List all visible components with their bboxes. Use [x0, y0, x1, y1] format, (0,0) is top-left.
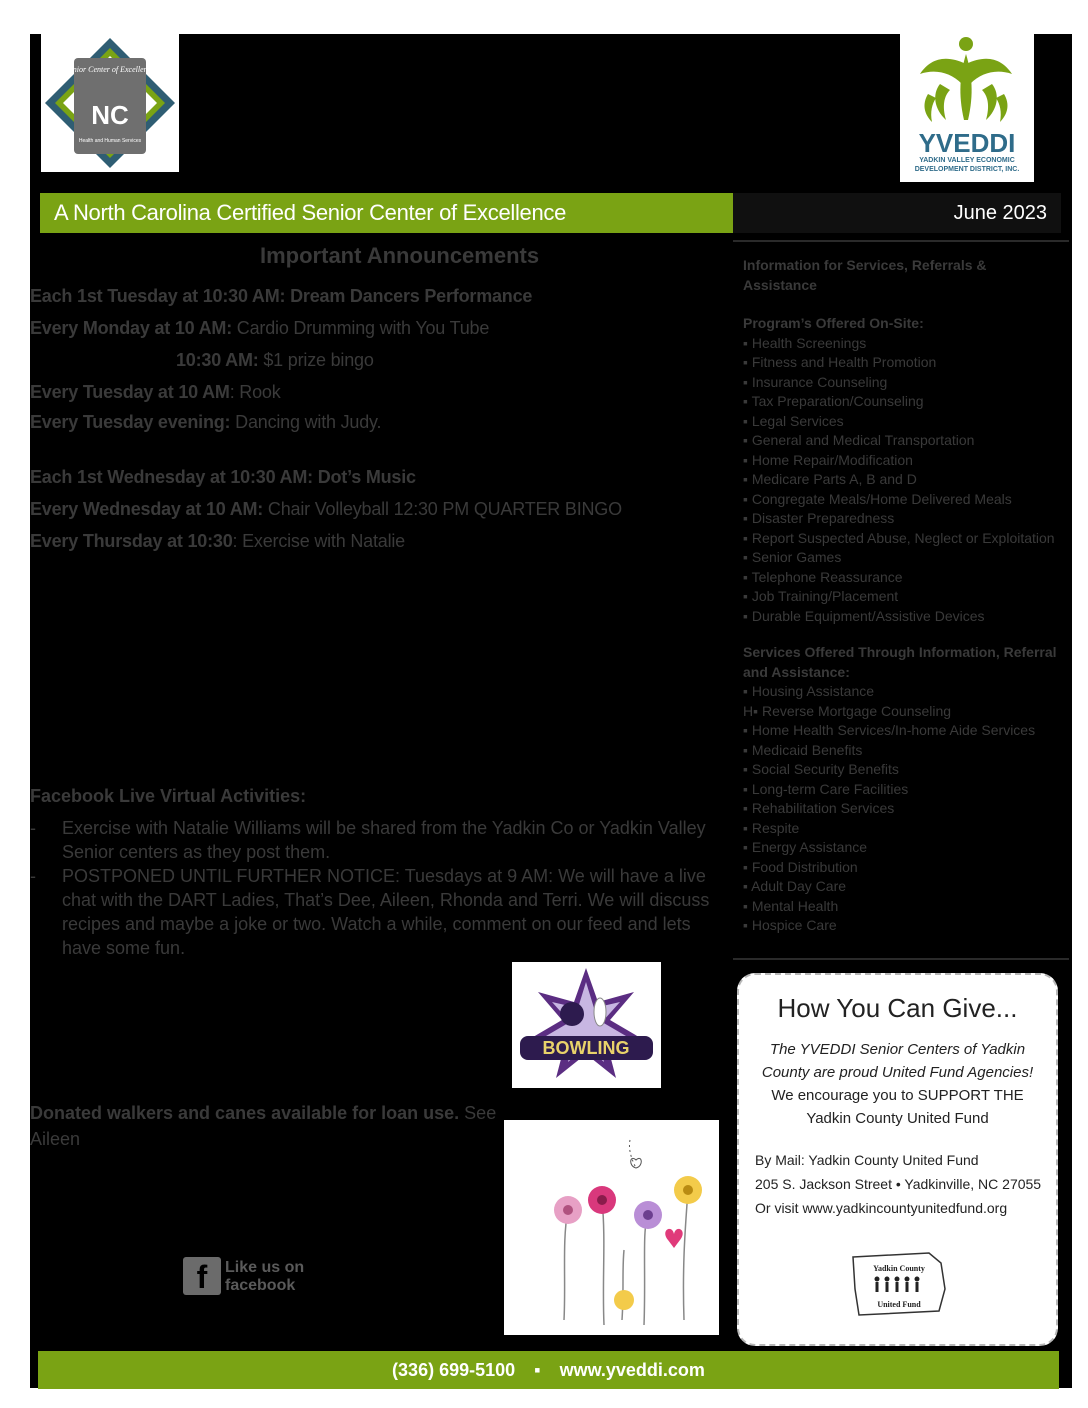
give-mail-3[interactable]: Or visit www.yadkincountyunitedfund.org [755, 1200, 1008, 1216]
referral-heading: Services Offered Through Information, Referral and Assistance: [743, 644, 1057, 680]
give-title: How You Can Give... [777, 993, 1018, 1023]
announcement-item [30, 499, 622, 520]
senior-center-excellence-logo [41, 34, 179, 172]
sidebar-divider-bottom [733, 958, 1069, 960]
referral-list [743, 682, 1063, 936]
nc-logo-caption: Health and Human Services [78, 138, 142, 144]
donated-notice [30, 1100, 500, 1152]
footer-phone[interactable]: (336) 699-5100 [392, 1360, 516, 1380]
list-item: ▪ Tax Preparation/Counseling [743, 393, 924, 409]
announcement-bold: Every Thursday at 10:30 [30, 531, 233, 551]
banner: A North Carolina Certified Senior Center of Excellence [40, 193, 733, 233]
united-fund-logo-bottom: United Fund [877, 1300, 921, 1309]
announcement-bold: Each 1st Wednesday at 10:30 AM: Dot’s Music [30, 467, 416, 487]
list-item: H▪ Reverse Mortgage Counseling [743, 702, 952, 719]
list-item: ▪ Energy Assistance [743, 839, 868, 855]
list-item: ▪ Senior Games [743, 549, 842, 565]
list-item: ▪ Housing Assistance [743, 683, 875, 699]
united-fund-logo-top: Yadkin County [873, 1264, 925, 1273]
info-heading: Information for Services, Referrals & Assistance [743, 257, 987, 293]
announcement-text: Chair Volleyball 12:30 PM QUARTER BINGO [263, 499, 622, 519]
list-item: ▪ Home Health Services/In-home Aide Services [743, 722, 1036, 738]
nc-logo-title: Senior Center of Excellence [65, 65, 155, 74]
list-item: ▪ Disaster Preparedness [743, 510, 895, 526]
give-line-2: Yadkin County United Fund [806, 1110, 989, 1127]
list-item: ▪ Job Training/Placement [743, 588, 899, 604]
announcement-text: : Exercise with Natalie [232, 531, 405, 551]
yveddi-logo-name: YVEDDI [918, 128, 1016, 158]
give-mail-2: 205 S. Jackson Street • Yadkinville, NC 27055 [755, 1176, 1042, 1192]
announcement-bold: Each 1st Tuesday at 10:30 AM: Dream Dancers Performance [30, 286, 533, 306]
how-you-can-give-box [737, 973, 1058, 1346]
list-item: - Exercise with Natalie Williams will be shared from the Yadkin Co or Yadkin Valley Senior centers as they post them. [30, 816, 720, 864]
give-line-1: We encourage you to SUPPORT THE [771, 1087, 1024, 1104]
announcement-item [30, 382, 281, 403]
list-item: ▪ Congregate Meals/Home Delivered Meals [743, 490, 1012, 507]
list-item: ▪ Food Distribution [743, 858, 858, 875]
announcement-bold: Every Tuesday at 10 AM [30, 382, 230, 402]
announcement-item [30, 318, 489, 339]
list-item: ▪ Medicare Parts A, B and D [743, 471, 917, 487]
list-item: ▪ General and Medical Transportation [743, 432, 975, 448]
nc-logo-initials: NC [91, 100, 129, 130]
give-italic-text: The YVEDDI Senior Centers of Yadkin County are proud United Fund Agencies! [761, 1041, 1034, 1081]
announcement-item [30, 286, 532, 307]
list-item: ▪ Respite [743, 819, 800, 836]
announcement-bold: Every Tuesday evening: [30, 412, 231, 432]
announcement-text: Cardio Drumming with You Tube [232, 318, 490, 338]
facebook-live-title: Facebook Live Virtual Activities: [30, 786, 307, 806]
list-item: ▪ Home Repair/Modification [743, 451, 913, 468]
announcement-text: $1 prize bingo [258, 350, 374, 370]
sidebar-divider-top [733, 240, 1069, 242]
bowling-text: BOWLING [542, 1038, 630, 1058]
announcement-text: : Rook [229, 382, 281, 402]
flowers-image [504, 1120, 719, 1335]
footer-url[interactable]: www.yveddi.com [559, 1360, 705, 1380]
list-item: ▪ Legal Services [743, 412, 844, 429]
list-item: - POSTPONED UNTIL FURTHER NOTICE: Tuesdays at 9 AM: We will have a live chat with the DART Ladies, That’s Dee, Aileen, Rhonda and Terri. We will discuss recipes and maybe a joke or two. Watch a while, comment on our feed and lets have some fun. [30, 864, 720, 960]
footer-separator: ▪ [534, 1360, 541, 1380]
list-item: ▪ Hospice Care [743, 917, 837, 933]
announcements-title: Important Announcements [260, 243, 540, 268]
list-item: ▪ Adult Day Care [743, 878, 847, 894]
list-item: ▪ Health Screenings [743, 334, 867, 351]
facebook-like-text: Like us on facebook [225, 1259, 305, 1294]
list-item: ▪ Medicaid Benefits [743, 741, 863, 758]
announcement-item [30, 412, 381, 433]
announcement-item [30, 467, 416, 488]
list-item: ▪ Telephone Reassurance [743, 568, 903, 585]
list-item: ▪ Fitness and Health Promotion [743, 354, 937, 370]
list-item: ▪ Mental Health [743, 897, 839, 914]
donated-bold: Donated walkers and canes available for loan use. [30, 1103, 460, 1123]
united-fund-logo [849, 1249, 949, 1319]
announcement-item [30, 531, 405, 552]
list-item: ▪ Long-term Care Facilities [743, 780, 909, 797]
yveddi-logo [900, 34, 1034, 182]
announcement-bold: 10:30 AM: [176, 350, 259, 370]
bowling-image [512, 962, 661, 1088]
announcement-item [176, 350, 374, 371]
yveddi-logo-subtitle: YADKIN VALLEY ECONOMIC DEVELOPMENT DISTRICT, INC. [914, 157, 1020, 173]
list-item: ▪ Rehabilitation Services [743, 800, 895, 816]
list-item: ▪ Social Security Benefits [743, 761, 899, 777]
onsite-list [743, 334, 1063, 627]
give-mail-block [739, 1148, 1056, 1220]
facebook-live-list [30, 816, 720, 960]
donated-text: See Aileen [30, 1103, 497, 1149]
facebook-like-badge[interactable] [183, 1255, 323, 1299]
announcement-bold: Every Monday at 10 AM: [30, 318, 232, 338]
onsite-heading: Program’s Offered On-Site: [743, 315, 924, 331]
announcement-text: Dancing with Judy. [230, 412, 382, 432]
facebook-icon: f [183, 1257, 221, 1295]
issue-date: June 2023 [733, 193, 1061, 233]
announcement-bold: Every Wednesday at 10 AM: [30, 499, 264, 519]
list-item: ▪ Report Suspected Abuse, Neglect or Exploitation [743, 529, 1055, 546]
give-mail-1: By Mail: Yadkin County United Fund [755, 1152, 979, 1168]
list-item: ▪ Durable Equipment/Assistive Devices [743, 607, 985, 624]
services-sidebar [743, 256, 1063, 936]
list-item: ▪ Insurance Counseling [743, 373, 888, 390]
footer-bar [38, 1351, 1059, 1389]
